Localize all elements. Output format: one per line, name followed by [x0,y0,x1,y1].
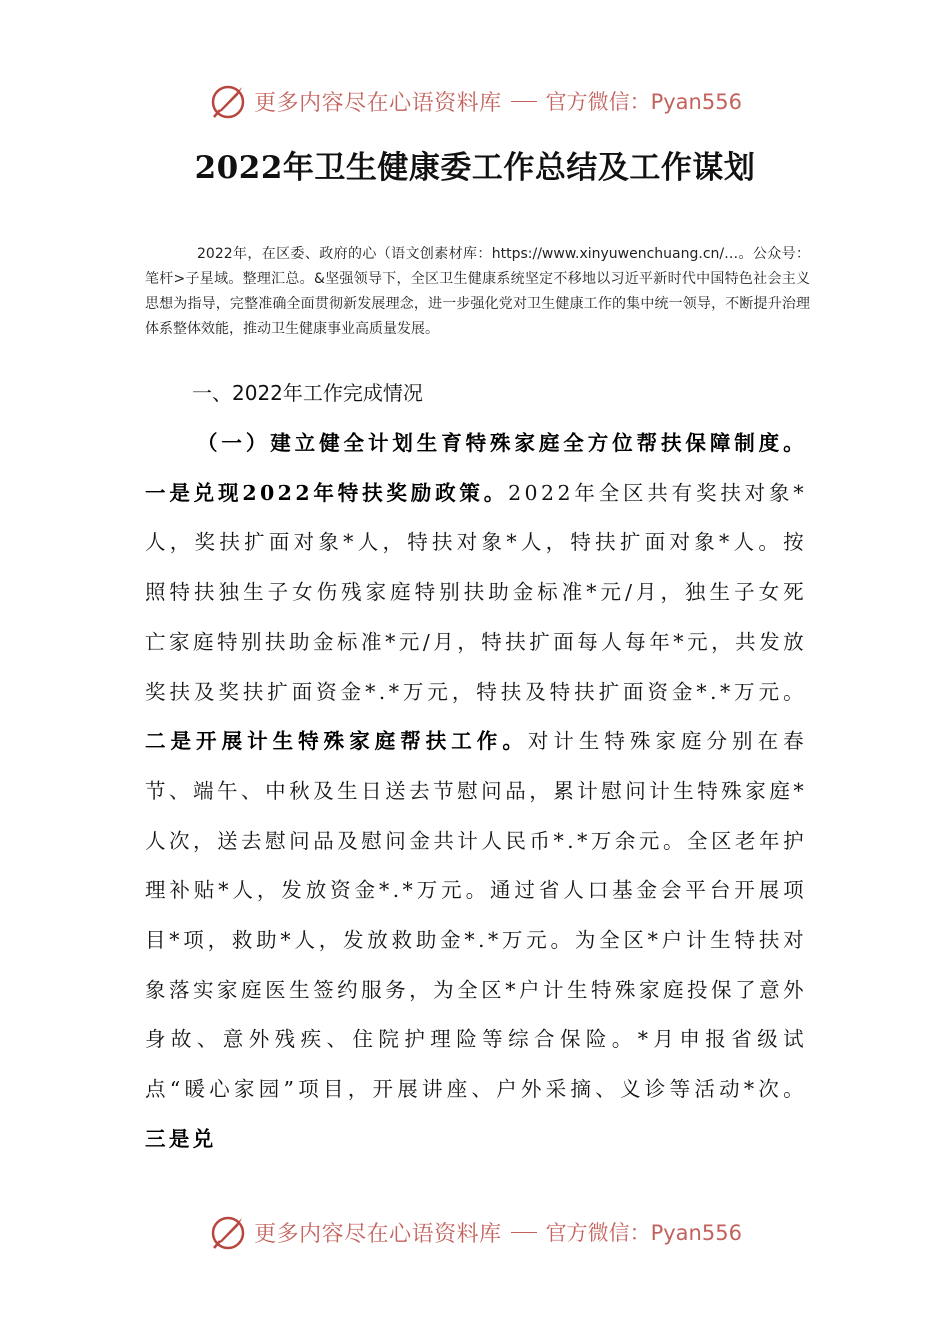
quill-logo-icon [208,1212,248,1252]
banner-wechat: 官方微信：Pyan556 [545,1221,742,1245]
section-heading: 一、2022年工作完成情况 [192,381,423,405]
point1-label: 一是兑现2022年特扶奖励政策。 [145,480,509,505]
header-banner [0,78,950,124]
point2-label: 二是开展计生特殊家庭帮扶工作。 [145,729,528,754]
point1-text: 2022年全区共有奖扶对象*人，奖扶扩面对象*人，特扶对象*人，特扶扩面对象*人。按照特扶独生子女伤残家庭特别扶助金标准*元/月，独生子女死亡家庭特别扶助金标准*元/月，特扶扩面每人每年*元，共发放奖扶及奖扶扩面资金*.*万元，特扶及特扶扩面资金*.*万元。 [145,480,807,704]
banner-text: 更多内容尽在心语资料库 [254,1221,502,1247]
banner-divider [511,101,537,102]
document-title: 2022年卫生健康委工作总结及工作谋划 [194,150,756,186]
banner-wechat: 官方微信：Pyan556 [545,90,742,114]
banner-text: 更多内容尽在心语资料库 [254,90,502,116]
subheading: （一）建立健全计划生育特殊家庭全方位帮扶保障制度。 [197,431,807,455]
point2-text: 对计生特殊家庭分别在春节、端午、中秋及生日送去节慰问品，累计慰问计生特殊家庭*人次，送去慰问品及慰问金共计人民币*.*万余元。全区老年护理补贴*人，发放资金*.*万元。通过省人口基金会平台开展项目*项，救助*人，发放救助金*.*万元。为全区*户计生特扶对象落实家庭医生签约服务，为全区*户计生特殊家庭投保了意外身故、意外残疾、住院护理险等综合保险。*月申报省级试点“暖心家园”项目，开展讲座、户外采摘、义诊等活动*次。 [145,729,807,1102]
body-paragraph [145,419,807,1165]
quill-logo-icon [208,81,248,121]
point3-label: 三是兑 [145,1126,217,1151]
footer-banner [0,1209,950,1255]
intro-paragraph: 2022年，在区委、政府的心（语文创素材库：https://www.xinyuwenchuang.cn/…。公众号：笔杆>子星域。整理汇总。&坚强领导下，全区卫生健康系统坚定不移地以习近平新时代中国特色社会主义思想为指导，完整准确全面贯彻新发展理念，进一步强化党对卫生健康工作的集中统一领导，不断提升治理体系整体效能，推动卫生健康事业高质量发展。 [145,246,810,337]
banner-divider [511,1232,537,1233]
